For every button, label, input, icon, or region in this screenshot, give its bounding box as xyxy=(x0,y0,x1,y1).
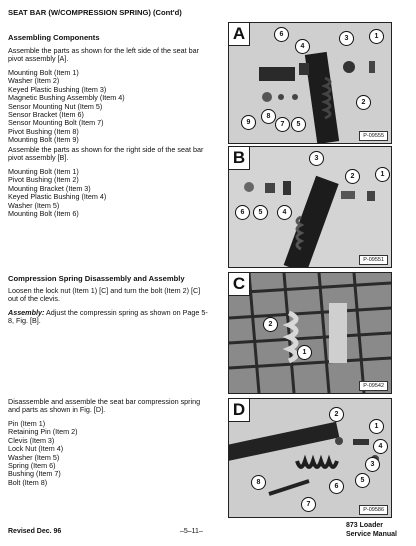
callout-9: 9 xyxy=(241,115,256,130)
callout-4: 4 xyxy=(295,39,310,54)
figure-c-code: P-09542 xyxy=(359,381,388,391)
figure-a-letter: A xyxy=(229,23,250,46)
parts-list-b xyxy=(8,168,106,218)
list-item: Mounting Bolt (Item 1) xyxy=(8,68,79,77)
callout-2: 2 xyxy=(329,407,344,422)
figure-a xyxy=(228,22,392,144)
figure-d-letter: D xyxy=(229,399,250,422)
list-item: Mounting Bracket (Item 3) xyxy=(8,183,91,193)
figure-c-letter: C xyxy=(229,273,250,296)
parts-list-a xyxy=(8,69,125,145)
list-item: Keyed Plastic Bushing (Item 4) xyxy=(8,192,107,202)
list-item: Retaining Pin (Item 2) xyxy=(8,427,78,437)
figure-b-letter: B xyxy=(229,147,250,170)
callout-2: 2 xyxy=(345,169,360,184)
callout-2: 2 xyxy=(263,317,278,332)
figure-b xyxy=(228,146,392,268)
assembly-label: Assembly: xyxy=(8,308,45,317)
list-item: Pivot Bushing (Item 2) xyxy=(8,175,79,185)
callout-3: 3 xyxy=(365,457,380,472)
page-title: SEAT BAR (W/COMPRESSION SPRING) (Cont'd) xyxy=(8,8,182,17)
callout-8: 8 xyxy=(261,109,276,124)
callout-2: 2 xyxy=(356,95,371,110)
section-intro-right-side: Assemble the parts as shown for the right side of the seat bar pivot assembly [B]. xyxy=(8,145,204,163)
list-item: Sensor Mounting Bolt (Item 7) xyxy=(8,118,104,128)
callout-4: 4 xyxy=(277,205,292,220)
list-item: Bolt (Item 8) xyxy=(8,477,48,487)
list-item: Washer (Item 5) xyxy=(8,200,60,210)
list-item: Magnetic Bushing Assembly (Item 4) xyxy=(8,93,125,103)
footer-manual: Service Manual xyxy=(346,531,397,538)
section-heading-assembling: Assembling Components xyxy=(8,33,100,42)
figure-a-code: P-09555 xyxy=(359,131,388,141)
list-item: Pivot Bushing (Item 8) xyxy=(8,126,79,136)
section-intro-disassemble: Disassemble and assemble the seat bar compression spring and parts as shown in Fig. [D]. xyxy=(8,397,201,415)
section-intro-loosen: Loosen the lock nut (Item 1) [C] and turn the bolt (Item 2) [C] out of the clevis. xyxy=(8,286,201,304)
footer-revision: Revised Dec. 96 xyxy=(8,528,62,535)
parts-list-d xyxy=(8,420,78,487)
list-item: Mounting Bolt (Item 9) xyxy=(8,135,79,145)
figure-d xyxy=(228,398,392,518)
figure-b-code: P-09551 xyxy=(359,255,388,265)
list-item: Mounting Bolt (Item 6) xyxy=(8,209,79,219)
callout-5: 5 xyxy=(355,473,370,488)
callout-5: 5 xyxy=(253,205,268,220)
list-item: Pin (Item 1) xyxy=(8,419,46,428)
section-intro-left-side: Assemble the parts as shown for the left side of the seat bar pivot assembly [A]. xyxy=(8,46,199,64)
callout-3: 3 xyxy=(309,151,324,166)
list-item: Clevis (Item 3) xyxy=(8,435,55,445)
section-heading-spring: Compression Spring Disassembly and Assembly xyxy=(8,274,185,283)
figure-c xyxy=(228,272,392,394)
footer-page-number: –5–11– xyxy=(180,528,203,535)
figure-d-code: P-09586 xyxy=(359,505,388,515)
list-item: Sensor Mounting Nut (Item 5) xyxy=(8,101,103,111)
assembly-note xyxy=(8,309,208,326)
callout-1: 1 xyxy=(369,419,384,434)
assembly-text: Adjust the compressin spring as shown on Page 5-8, Fig. [B]. xyxy=(8,308,208,326)
list-item: Mounting Bolt (Item 1) xyxy=(8,167,79,176)
list-item: Lock Nut (Item 4) xyxy=(8,444,64,454)
footer-model: 873 Loader xyxy=(346,522,383,529)
callout-1: 1 xyxy=(375,167,390,182)
callout-3: 3 xyxy=(339,31,354,46)
figure-c-illustration xyxy=(229,273,391,393)
callout-1: 1 xyxy=(369,29,384,44)
list-item: Sensor Bracket (Item 6) xyxy=(8,110,84,120)
callout-7: 7 xyxy=(301,497,316,512)
callout-6: 6 xyxy=(235,205,250,220)
list-item: Keyed Plastic Bushing (Item 3) xyxy=(8,84,107,94)
callout-6: 6 xyxy=(274,27,289,42)
list-item: Bushing (Item 7) xyxy=(8,469,61,479)
list-item: Washer (Item 5) xyxy=(8,452,60,462)
list-item: Spring (Item 6) xyxy=(8,461,56,471)
callout-8: 8 xyxy=(251,475,266,490)
callout-1: 1 xyxy=(297,345,312,360)
callout-4: 4 xyxy=(373,439,388,454)
callout-6: 6 xyxy=(329,479,344,494)
callout-5: 5 xyxy=(291,117,306,132)
figure-b-illustration xyxy=(229,147,391,267)
list-item: Washer (Item 2) xyxy=(8,76,60,86)
callout-7: 7 xyxy=(275,117,290,132)
